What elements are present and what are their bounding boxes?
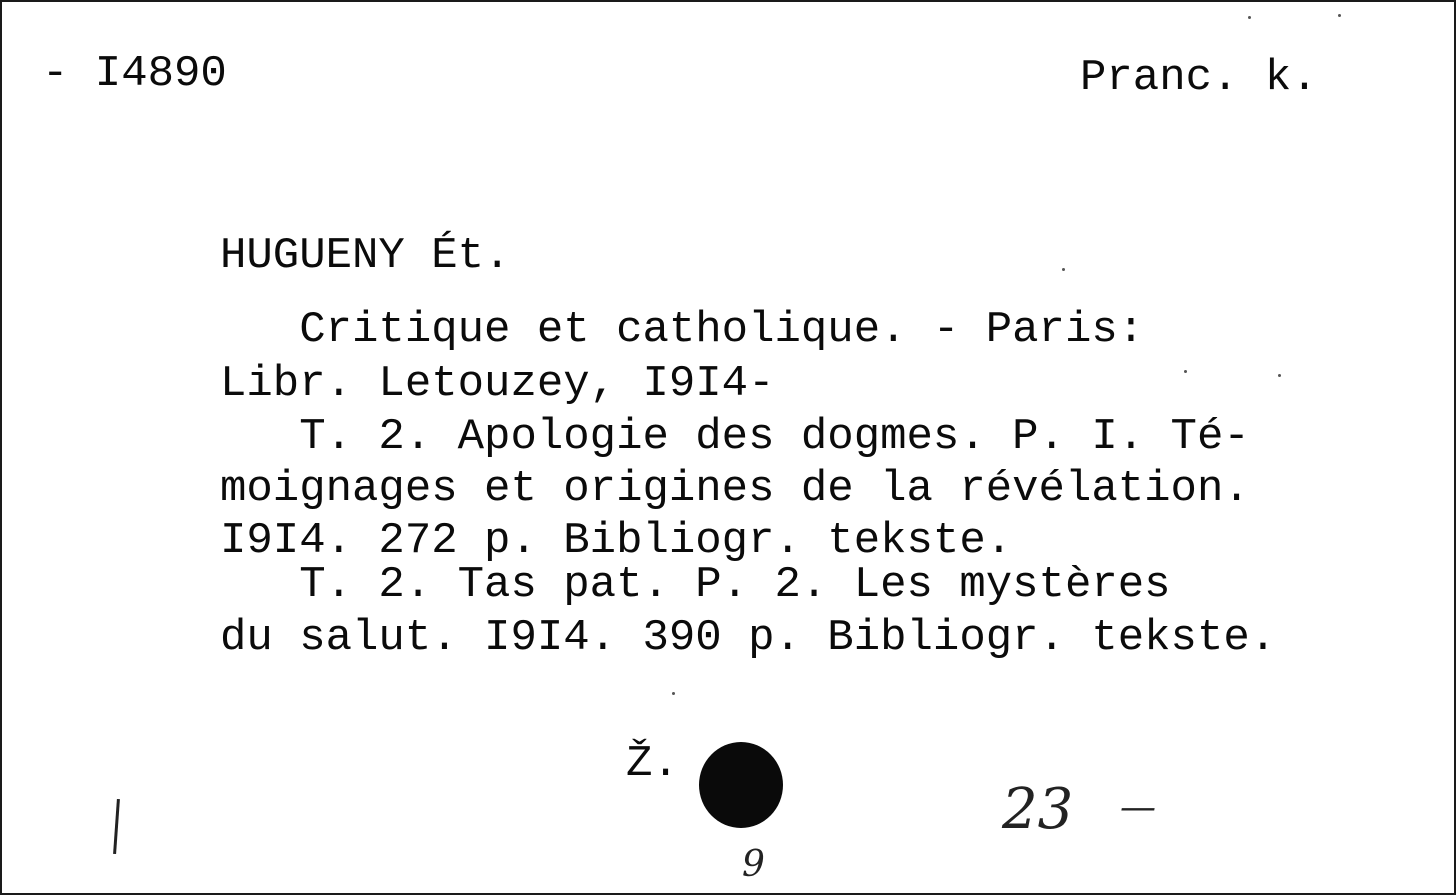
author-heading: HUGUENY Ét.: [220, 231, 511, 281]
ink-speck: [672, 692, 675, 695]
handwritten-bottom-mark: 9: [742, 844, 765, 885]
punch-hole: [699, 742, 783, 828]
collection-label: Pranc. k.: [1080, 53, 1318, 103]
ink-speck: [1184, 370, 1187, 373]
handwritten-number: 23: [1002, 777, 1074, 842]
handwritten-bar: [113, 799, 120, 854]
call-number: - I4890: [42, 49, 227, 99]
body-line-5: I9I4. 272 p. Bibliogr. tekste.: [220, 516, 1013, 566]
ink-speck: [1062, 268, 1065, 271]
body-line-1: Critique et catholique. - Paris:: [220, 305, 1145, 355]
body-line-7: du salut. I9I4. 390 p. Bibliogr. tekste.: [220, 613, 1277, 663]
sigla-mark: Ž.: [626, 739, 679, 789]
body-line-3: T. 2. Apologie des dogmes. P. I. Té-: [220, 412, 1250, 462]
ink-speck: [1278, 374, 1281, 377]
body-line-6: T. 2. Tas pat. P. 2. Les mystères: [220, 560, 1171, 610]
handwritten-dash: —: [1120, 787, 1156, 828]
body-line-2: Libr. Letouzey, I9I4-: [220, 359, 775, 409]
ink-speck: [1248, 16, 1251, 19]
ink-speck: [1338, 14, 1341, 17]
body-line-4: moignages et origines de la révélation.: [220, 464, 1250, 514]
